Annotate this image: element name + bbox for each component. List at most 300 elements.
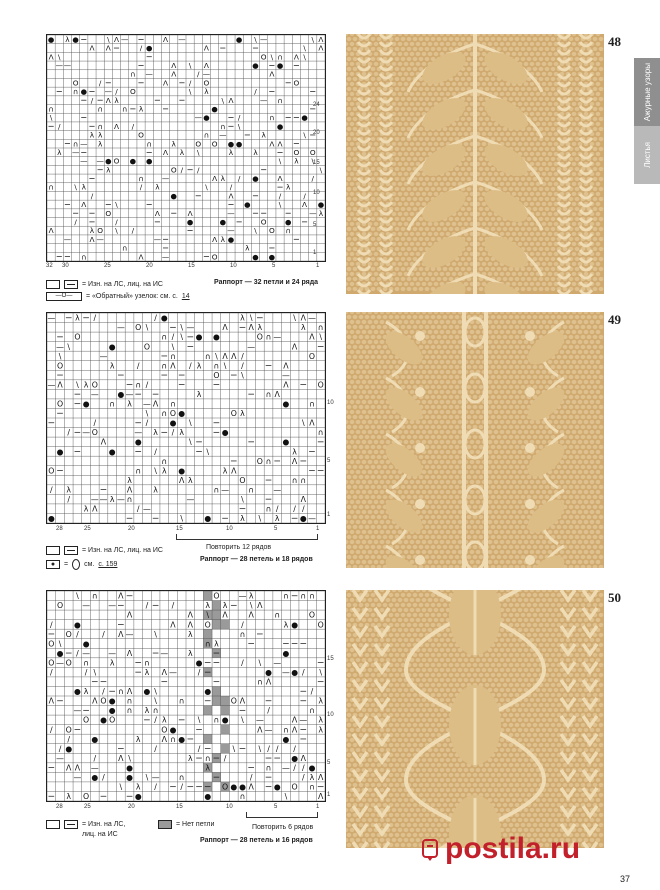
- knit-stitch: [599, 257, 604, 261]
- knit-stitch: [506, 390, 511, 394]
- knit-stitch: [497, 425, 502, 429]
- knit-stitch: [425, 465, 430, 469]
- knit-stitch: [374, 400, 379, 404]
- knit-stitch: [440, 92, 445, 96]
- knit-stitch: [545, 157, 550, 161]
- stitch-symbol: ●: [126, 763, 133, 773]
- knit-stitch: [590, 350, 595, 354]
- stitch-symbol: \: [311, 156, 314, 166]
- knit-stitch: [563, 167, 568, 171]
- knit-stitch: [569, 415, 574, 419]
- knit-stitch: [479, 67, 484, 71]
- knit-stitch: [395, 267, 400, 271]
- knit-stitch: [524, 182, 529, 186]
- knit-stitch: [521, 445, 526, 449]
- knit-stitch: [590, 360, 595, 364]
- knit-stitch: [581, 405, 586, 409]
- stitch-symbol: Λ: [187, 610, 194, 620]
- stitch-symbol: \: [74, 182, 77, 192]
- knit-stitch: [509, 385, 514, 389]
- stitch-symbol: ●: [282, 437, 290, 447]
- knit-stitch: [596, 330, 601, 334]
- knit-stitch: [410, 102, 415, 106]
- knit-stitch: [449, 385, 454, 389]
- knit-stitch: [380, 430, 385, 434]
- knit-stitch: [374, 82, 379, 86]
- stitch-symbol: λ: [127, 475, 132, 485]
- knit-stitch: [449, 445, 454, 449]
- stitch-symbol: Λ: [277, 139, 283, 149]
- knit-stitch: [350, 102, 355, 106]
- knit-stitch: [362, 152, 367, 156]
- stitch-symbol: Λ: [171, 69, 177, 79]
- knit-stitch: [494, 460, 499, 464]
- knit-stitch: [347, 187, 352, 191]
- knit-stitch: [596, 242, 601, 246]
- knit-stitch: [536, 52, 541, 56]
- knit-stitch: [467, 187, 472, 191]
- knit-stitch: [353, 167, 358, 171]
- knit-stitch: [353, 345, 358, 349]
- knit-stitch: [470, 500, 475, 504]
- stitch-symbol: \: [303, 52, 306, 62]
- stitch-symbol: Λ: [126, 648, 133, 658]
- knit-stitch: [410, 380, 415, 384]
- knit-stitch: [461, 217, 466, 221]
- knit-stitch: [494, 420, 499, 424]
- stitch-symbol: ∩: [130, 69, 136, 79]
- stitch-symbol: ∩: [317, 428, 324, 438]
- stitch-symbol: λ: [135, 782, 141, 792]
- knit-stitch: [587, 485, 592, 489]
- knit-stitch: [398, 320, 403, 324]
- stitch-symbol: ∩: [204, 753, 211, 763]
- knit-stitch: [347, 465, 352, 469]
- knit-stitch: [527, 237, 532, 241]
- knit-stitch: [518, 490, 523, 494]
- knit-stitch: [407, 57, 412, 61]
- knit-stitch: [368, 262, 373, 266]
- knit-stitch: [413, 47, 418, 51]
- knit-stitch: [527, 277, 532, 281]
- pattern-49-swatch-photo: [346, 312, 604, 568]
- stitch-symbol: Λ: [300, 495, 306, 504]
- stitch-symbol: /: [93, 753, 97, 763]
- stitch-symbol: /: [278, 191, 282, 201]
- knit-stitch: [473, 445, 478, 449]
- knit-stitch: [539, 325, 544, 329]
- knit-stitch: [410, 370, 415, 374]
- knit-stitch: [596, 102, 601, 106]
- knit-stitch: [371, 207, 376, 211]
- stitch-symbol: \: [301, 418, 305, 428]
- knit-stitch: [407, 157, 412, 161]
- knit-stitch: [503, 47, 508, 51]
- knit-stitch: [374, 282, 379, 286]
- knit-stitch: [461, 167, 466, 171]
- knit-stitch: [377, 197, 382, 201]
- knit-stitch: [395, 237, 400, 241]
- knit-stitch: [500, 82, 505, 86]
- stitch-symbol: Λ: [170, 361, 176, 371]
- knit-stitch: [524, 42, 529, 46]
- knit-stitch: [548, 102, 553, 106]
- knit-stitch: [521, 365, 526, 369]
- bobble-icon: [72, 559, 80, 570]
- knit-stitch: [572, 122, 577, 126]
- knit-stitch: [407, 257, 412, 261]
- knit-stitch: [521, 435, 526, 439]
- knit-stitch: [551, 315, 556, 319]
- knit-stitch: [452, 340, 457, 344]
- knit-stitch: [524, 410, 529, 414]
- stitch-symbol: ●: [169, 418, 177, 428]
- stitch-symbol: O: [105, 208, 112, 218]
- knit-stitch: [350, 370, 355, 374]
- knit-stitch: [491, 217, 496, 221]
- knit-stitch: [479, 405, 484, 409]
- knit-stitch: [530, 182, 535, 186]
- knit-stitch: [494, 182, 499, 186]
- knit-stitch: [497, 277, 502, 281]
- legend-text: = Изн. на ЛС,: [82, 821, 126, 828]
- knit-stitch: [461, 257, 466, 261]
- stitch-symbol: Λ: [309, 332, 315, 342]
- knit-stitch: [431, 425, 436, 429]
- knit-stitch: [551, 67, 556, 71]
- pattern-48-rapport: Раппорт — 32 петли и 24 ряда: [214, 279, 319, 286]
- knit-stitch: [521, 87, 526, 91]
- knit-stitch: [437, 177, 442, 181]
- stitch-symbol: λ: [253, 147, 258, 157]
- knit-stitch: [440, 500, 445, 504]
- knit-stitch: [479, 117, 484, 121]
- knit-stitch: [389, 365, 394, 369]
- stitch-symbol: Λ: [92, 504, 98, 514]
- knit-stitch: [575, 167, 580, 171]
- knit-stitch: [521, 237, 526, 241]
- knit-stitch: [362, 390, 367, 394]
- no-stitch-cell: [212, 686, 221, 696]
- stitch-symbol: /: [188, 78, 192, 88]
- stitch-symbol: /: [154, 744, 157, 754]
- knit-stitch: [482, 162, 487, 166]
- no-stitch-cell: [203, 591, 212, 601]
- knit-stitch: [446, 222, 451, 226]
- knit-stitch: [542, 102, 547, 106]
- knit-stitch: [542, 440, 547, 444]
- stitch-symbol: \: [93, 668, 97, 677]
- knit-stitch: [425, 177, 430, 181]
- knit-stitch: [575, 485, 580, 489]
- knit-stitch: [419, 237, 424, 241]
- knit-stitch: [380, 380, 385, 384]
- knit-stitch: [350, 92, 355, 96]
- knit-stitch: [596, 370, 601, 374]
- knit-stitch: [434, 142, 439, 146]
- stitch-symbol: /: [197, 744, 201, 754]
- stitch-symbol: \: [189, 437, 192, 447]
- knit-stitch: [458, 490, 463, 494]
- knit-stitch: [392, 172, 397, 176]
- knit-stitch: [563, 405, 568, 409]
- stitch-symbol: —: [151, 773, 160, 782]
- knit-stitch: [593, 365, 598, 369]
- stitch-symbol: Λ: [105, 95, 111, 105]
- knit-stitch: [494, 430, 499, 434]
- knit-stitch: [425, 445, 430, 449]
- knit-stitch: [347, 87, 352, 91]
- knit-stitch: [488, 370, 493, 374]
- knit-stitch: [383, 485, 388, 489]
- knit-stitch: [491, 395, 496, 399]
- knit-stitch: [428, 490, 433, 494]
- knit-stitch: [524, 232, 529, 236]
- knit-stitch: [542, 480, 547, 484]
- stitch-symbol: —: [99, 495, 108, 504]
- knit-stitch: [596, 62, 601, 66]
- knit-stitch: [380, 470, 385, 474]
- knit-stitch: [428, 192, 433, 196]
- stitch-symbol: /: [301, 763, 305, 773]
- stitch-symbol: —: [186, 323, 195, 333]
- knit-stitch: [443, 277, 448, 281]
- knit-stitch: [446, 410, 451, 414]
- knit-stitch: [527, 187, 532, 191]
- stitch-symbol: —: [247, 342, 256, 352]
- knit-stitch: [371, 475, 376, 479]
- knit-stitch: [521, 345, 526, 349]
- knit-stitch: [440, 222, 445, 226]
- knit-stitch: [578, 400, 583, 404]
- stitch-symbol: —: [260, 95, 268, 105]
- knit-stitch: [581, 475, 586, 479]
- stitch-symbol: λ: [127, 399, 132, 409]
- knit-stitch: [521, 325, 526, 329]
- knit-stitch: [497, 127, 502, 131]
- stitch-symbol: ●: [282, 734, 290, 744]
- knit-stitch: [596, 252, 601, 256]
- stitch-symbol: Λ: [48, 226, 54, 236]
- stitch-symbol: Λ: [187, 620, 194, 630]
- knit-stitch: [458, 132, 463, 136]
- knit-stitch: [356, 400, 361, 404]
- stitch-symbol: Λ: [203, 61, 209, 71]
- knit-stitch: [371, 415, 376, 419]
- knit-stitch: [380, 500, 385, 504]
- knit-stitch: [434, 282, 439, 286]
- knit-stitch: [380, 440, 385, 444]
- knit-stitch: [584, 192, 589, 196]
- knit-stitch: [476, 470, 481, 474]
- knit-stitch: [554, 212, 559, 216]
- knit-stitch: [410, 500, 415, 504]
- knit-stitch: [533, 197, 538, 201]
- knit-stitch: [410, 420, 415, 424]
- knit-stitch: [506, 222, 511, 226]
- knit-stitch: [569, 277, 574, 281]
- knit-stitch: [593, 405, 598, 409]
- knit-stitch: [347, 385, 352, 389]
- knit-stitch: [350, 192, 355, 196]
- knit-stitch: [365, 335, 370, 339]
- knit-stitch: [518, 450, 523, 454]
- knit-stitch: [539, 197, 544, 201]
- stitch-symbol: O: [268, 226, 275, 236]
- stitch-symbol: λ: [153, 485, 158, 495]
- knit-stitch: [347, 485, 352, 489]
- knit-stitch: [452, 360, 457, 364]
- stitch-symbol: —: [73, 773, 82, 782]
- knit-stitch: [488, 390, 493, 394]
- knit-stitch: [425, 57, 430, 61]
- stitch-symbol: λ: [65, 35, 70, 44]
- stitch-symbol: ●: [291, 668, 298, 677]
- knit-stitch: [365, 385, 370, 389]
- knit-stitch: [437, 415, 442, 419]
- knit-stitch: [440, 272, 445, 276]
- row-number: 5: [327, 760, 331, 766]
- knit-stitch: [500, 400, 505, 404]
- axis-label: 10: [226, 526, 233, 532]
- knit-stitch: [575, 207, 580, 211]
- stitch-symbol: —: [104, 87, 112, 97]
- stitch-symbol: \: [258, 514, 262, 523]
- knit-stitch: [551, 167, 556, 171]
- knit-stitch: [572, 440, 577, 444]
- knit-stitch: [575, 355, 580, 359]
- stitch-symbol: —: [161, 252, 170, 261]
- knit-stitch: [503, 315, 508, 319]
- stitch-symbol: ∩: [213, 485, 220, 495]
- knit-stitch: [596, 420, 601, 424]
- knit-stitch: [347, 157, 352, 161]
- knit-stitch: [518, 92, 523, 96]
- knit-stitch: [596, 390, 601, 394]
- knit-stitch: [572, 400, 577, 404]
- knit-stitch: [554, 252, 559, 256]
- knit-stitch: [518, 500, 523, 504]
- knit-stitch: [518, 320, 523, 324]
- stitch-symbol: O: [109, 715, 116, 725]
- knit-stitch: [350, 500, 355, 504]
- knit-stitch: [434, 460, 439, 464]
- stitch-symbol: ●: [72, 35, 79, 44]
- knit-stitch: [404, 172, 409, 176]
- knit-stitch: [563, 315, 568, 319]
- knit-stitch: [572, 370, 577, 374]
- knit-stitch: [356, 390, 361, 394]
- knit-stitch: [425, 405, 430, 409]
- knit-stitch: [455, 475, 460, 479]
- stitch-symbol: ∩: [126, 696, 133, 706]
- knit-stitch: [497, 315, 502, 319]
- stitch-symbol: Λ: [113, 121, 120, 131]
- knit-stitch: [416, 222, 421, 226]
- knit-stitch: [413, 315, 418, 319]
- knit-stitch: [395, 37, 400, 41]
- knit-stitch: [569, 455, 574, 459]
- stitch-symbol: —: [82, 648, 90, 658]
- stitch-symbol: Λ: [231, 466, 237, 476]
- stitch-symbol: ●: [117, 390, 125, 399]
- knit-stitch: [572, 410, 577, 414]
- knit-stitch: [434, 480, 439, 484]
- knit-stitch: [473, 425, 478, 429]
- knit-stitch: [578, 490, 583, 494]
- knit-stitch: [446, 42, 451, 46]
- knit-stitch: [497, 335, 502, 339]
- knit-stitch: [383, 345, 388, 349]
- stitch-symbol: ●: [291, 753, 298, 763]
- knit-stitch: [542, 212, 547, 216]
- knit-stitch: [428, 330, 433, 334]
- stitch-symbol: —: [99, 351, 108, 361]
- knit-stitch: [500, 440, 505, 444]
- knit-stitch: [566, 490, 571, 494]
- knit-stitch: [476, 440, 481, 444]
- knit-stitch: [485, 77, 490, 81]
- knit-stitch: [428, 232, 433, 236]
- stitch-symbol: ●: [239, 782, 246, 792]
- knit-stitch: [353, 257, 358, 261]
- knit-stitch: [590, 262, 595, 266]
- knit-stitch: [419, 325, 424, 329]
- knit-stitch: [389, 415, 394, 419]
- stitch-symbol: /: [311, 174, 314, 184]
- knit-stitch: [431, 355, 436, 359]
- stitch-symbol: \: [241, 370, 244, 380]
- stitch-symbol: /: [115, 217, 118, 227]
- knit-stitch: [425, 87, 430, 91]
- knit-stitch: [572, 340, 577, 344]
- stitch-symbol: λ: [135, 734, 141, 744]
- knit-stitch: [554, 132, 559, 136]
- knit-stitch: [479, 77, 484, 81]
- knit-stitch: [557, 315, 562, 319]
- knit-stitch: [425, 227, 430, 231]
- knit-stitch: [506, 132, 511, 136]
- stitch-symbol: λ: [144, 706, 150, 716]
- knit-stitch: [380, 490, 385, 494]
- stitch-symbol: \: [311, 35, 314, 44]
- stitch-symbol: Λ: [293, 52, 299, 62]
- knit-stitch: [353, 365, 358, 369]
- no-stitch-cell: [221, 725, 230, 735]
- knit-stitch: [434, 430, 439, 434]
- knit-stitch: [455, 455, 460, 459]
- knit-stitch: [482, 142, 487, 146]
- knit-stitch: [599, 475, 604, 479]
- stitch-symbol: ∩: [239, 792, 246, 801]
- knit-stitch: [374, 390, 379, 394]
- stitch-symbol: ∩: [213, 715, 220, 725]
- knit-stitch: [398, 182, 403, 186]
- knit-stitch: [401, 47, 406, 51]
- knit-stitch: [383, 495, 388, 499]
- equals-sign: =: [64, 561, 69, 568]
- knit-stitch: [518, 440, 523, 444]
- pattern-48-legend-purl: [46, 280, 163, 289]
- knit-stitch: [509, 47, 514, 51]
- knit-stitch: [599, 365, 604, 369]
- stitch-symbol: —: [308, 514, 316, 523]
- knit-stitch: [539, 187, 544, 191]
- knit-stitch: [551, 187, 556, 191]
- knit-stitch: [593, 147, 598, 151]
- knit-stitch: [572, 460, 577, 464]
- knit-stitch: [599, 107, 604, 111]
